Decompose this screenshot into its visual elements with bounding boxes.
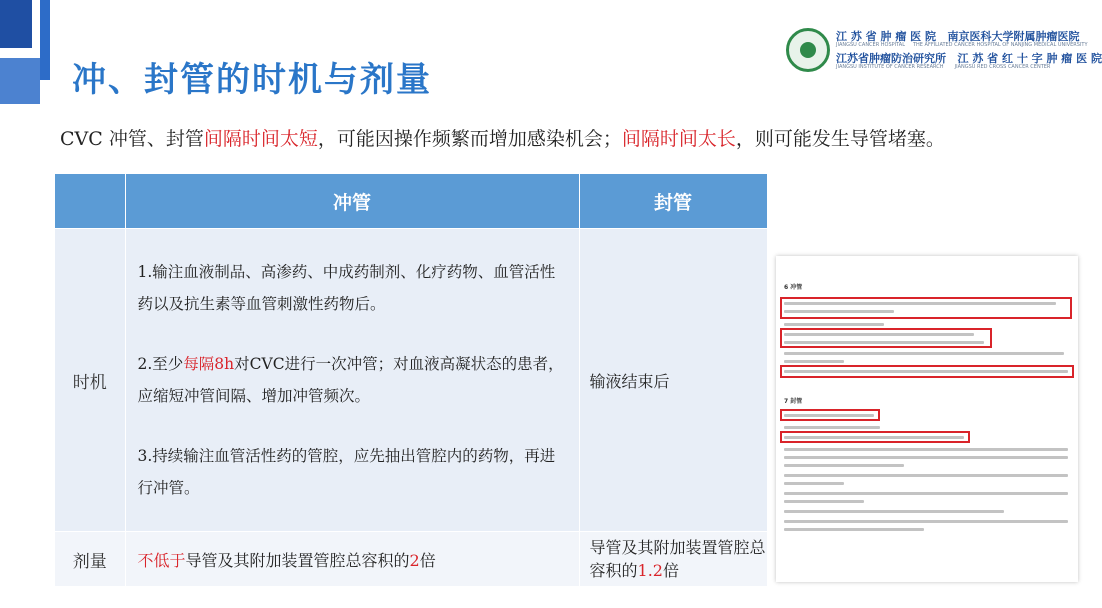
header-flush: 冲管 <box>125 174 579 229</box>
doc-text-line <box>784 528 924 531</box>
doc-text-line <box>784 482 844 485</box>
logo-text: 南京医科大学附属肿瘤医院 <box>947 30 1080 43</box>
dose-number: 1.2 <box>637 561 663 580</box>
decor-corner-bar <box>40 0 50 80</box>
page-title: 冲、封管的时机与剂量 <box>72 60 432 100</box>
hospital-logo <box>786 28 1102 74</box>
header-seal: 封管 <box>579 174 767 229</box>
logo-text: 江苏省肿瘤防治研究所 <box>836 52 946 65</box>
hospital-seal-icon <box>786 28 830 72</box>
doc-text-line <box>784 426 880 429</box>
doc-highlight-box <box>780 409 880 421</box>
row-label-dose: 剂量 <box>55 532 125 587</box>
flush-timing-cell <box>125 229 579 532</box>
intro-text: ，可能因操作频繁而增加感染机会； <box>317 128 622 150</box>
flush-item-2-highlight: 每隔8h <box>183 355 235 373</box>
seal-dose-cell <box>579 532 767 587</box>
doc-text-line <box>784 456 1068 459</box>
logo-text-en: JIANGSU RED CROSS CANCER CENTER <box>954 64 1051 70</box>
doc-highlight-box <box>780 328 992 348</box>
logo-text-en: JIANGSU INSTITUTE OF CANCER RESEARCH <box>836 64 944 70</box>
flush-item-2-text: 2.至少 <box>137 355 184 373</box>
flush-item-2 <box>138 348 569 412</box>
table-row-dose <box>55 532 767 587</box>
logo-en-row1 <box>836 42 1088 48</box>
dose-text: 倍 <box>419 550 436 570</box>
doc-highlight-box <box>780 365 1074 378</box>
doc-highlight-box <box>780 297 1072 319</box>
intro-text: ，则可能发生导管堵塞。 <box>735 128 945 150</box>
logo-text-en: JIANGSU CANCER HOSPITAL <box>836 42 906 48</box>
doc-section-6-heading: 6 冲管 <box>784 284 803 291</box>
flush-item-3: 3.持续输注血管活性药的管腔，应先抽出管腔内的药物，再进行冲管。 <box>137 447 556 497</box>
table-row-timing <box>55 229 767 532</box>
doc-text-line <box>784 520 1068 523</box>
dose-highlight: 不低于 <box>137 550 186 570</box>
flush-item-2-text: 对CVC进行一次冲管；对血液高凝状态的患者，应缩短冲管间隔、增加冲管频次。 <box>137 355 564 405</box>
dose-text: 导管及其附加装置管腔总容积的 <box>185 550 410 570</box>
doc-text-line <box>784 323 884 326</box>
intro-highlight: 间隔时间太长 <box>621 128 736 150</box>
logo-en-row2 <box>836 64 1050 70</box>
table-header-row <box>55 174 767 229</box>
doc-section-7-heading: 7 封管 <box>784 398 803 405</box>
doc-text-line <box>784 474 1068 477</box>
guideline-excerpt-image <box>776 256 1078 582</box>
dose-number: 2 <box>409 550 420 570</box>
row-label-timing: 时机 <box>55 229 125 532</box>
seal-timing-cell: 输液结束后 <box>579 229 767 532</box>
flush-item-1: 1.输注血液制品、高渗药、中成药制剂、化疗药物、血管活性药以及抗生素等血管刺激性药物后。 <box>137 263 556 313</box>
logo-text: 江 苏 省 红 十 字 肿 瘤 医 院 <box>957 52 1102 65</box>
doc-text-line <box>784 500 864 503</box>
flush-dose-cell <box>125 532 579 587</box>
doc-text-line <box>784 510 1004 513</box>
doc-text-line <box>784 464 904 467</box>
doc-text-line <box>784 448 1068 451</box>
header-empty-cell <box>55 174 125 229</box>
doc-text-line <box>784 352 1064 355</box>
doc-highlight-box <box>780 431 970 443</box>
intro-sentence <box>60 124 945 151</box>
dose-text: 倍 <box>662 561 679 580</box>
logo-text-en: THE AFFILIATED CANCER HOSPITAL OF NANJING MEDICAL UNIVERSITY <box>912 42 1088 48</box>
logo-text: 江 苏 省 肿 瘤 医 院 <box>836 30 936 43</box>
decor-corner-block-lower <box>0 58 40 104</box>
doc-text-line <box>784 360 844 363</box>
intro-text: CVC 冲管、封管 <box>60 128 204 150</box>
flush-seal-table <box>55 174 768 586</box>
intro-highlight: 间隔时间太短 <box>203 128 318 150</box>
decor-corner-block <box>0 0 32 48</box>
doc-text-line <box>784 492 1068 495</box>
dose-text: 导管及其附加装置管腔总容积的 <box>589 538 766 580</box>
